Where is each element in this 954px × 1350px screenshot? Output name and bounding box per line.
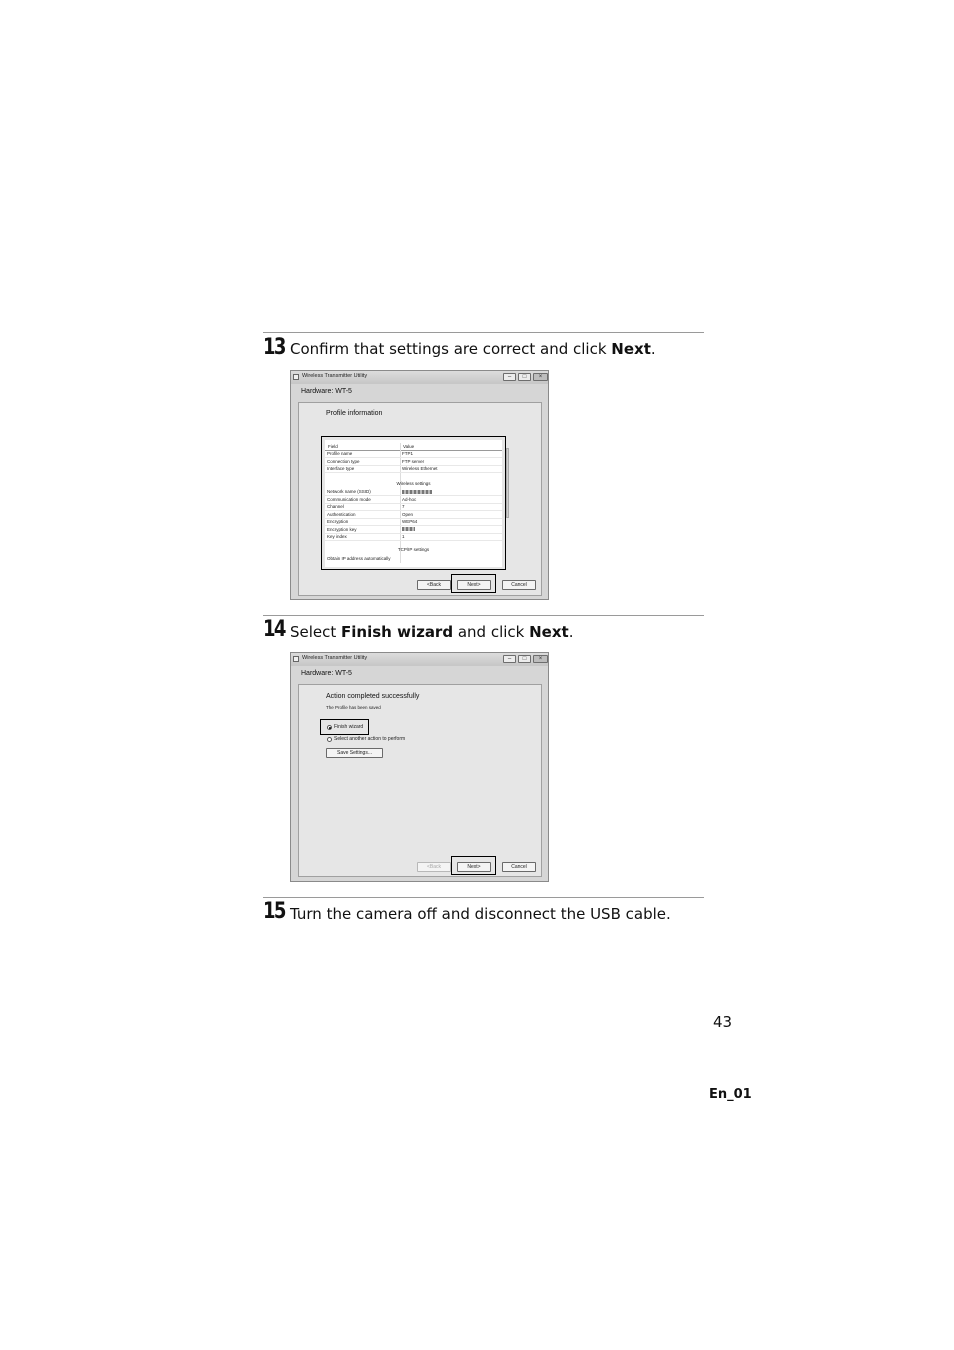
field-cell: Interface type — [327, 466, 355, 471]
field-cell: Network name (SSID) — [327, 489, 371, 494]
panel-title: Profile information — [326, 410, 383, 417]
cancel-button[interactable]: Cancel — [502, 580, 536, 590]
value-cell: FTP1 — [402, 451, 414, 456]
saved-message: The Profile has been saved — [326, 705, 381, 710]
step14-text-bold2: Next — [529, 623, 569, 641]
scroll-thumb[interactable] — [506, 448, 509, 518]
option-another-action[interactable]: Select another action to perform — [334, 736, 406, 742]
value-cell: 7 — [402, 504, 405, 509]
save-settings-button[interactable]: Save Settings... — [326, 748, 383, 758]
step14-text — [290, 623, 573, 641]
app-icon — [293, 656, 299, 662]
header-value: Value — [403, 444, 415, 449]
step14-number: 14 — [263, 617, 285, 642]
field-cell: Communication mode — [327, 496, 371, 502]
value-cell: Open — [402, 511, 414, 517]
app-icon — [293, 374, 299, 380]
step15-rule — [263, 897, 704, 898]
value-cell: 1 — [402, 534, 405, 539]
minimize-icon[interactable]: – — [503, 655, 516, 663]
action-completed-window — [290, 652, 549, 882]
step14-text-pre: Select — [290, 623, 342, 641]
field-cell: Key index — [327, 534, 347, 539]
next-highlight — [451, 574, 496, 593]
table-highlight — [321, 436, 506, 570]
field-cell: Encryption key — [327, 526, 357, 532]
window-title: Wireless Transmitter Utility — [302, 655, 368, 661]
step13-text — [290, 340, 656, 358]
value-cell: Wireless Ethernet — [402, 466, 438, 471]
field-cell: Channel — [327, 504, 344, 509]
wizard-panel — [298, 684, 542, 877]
field-cell: Connection type — [327, 458, 360, 464]
back-button[interactable]: <Back — [417, 580, 451, 590]
field-cell: Authentication — [327, 511, 356, 517]
next-button[interactable]: Next> — [457, 580, 491, 590]
window-titlebar — [291, 653, 548, 666]
step14-text-bold1: Finish wizard — [341, 623, 454, 641]
next-highlight — [451, 856, 496, 875]
panel-title: Action completed successfully — [326, 693, 420, 700]
footer-code: En_01 — [709, 1087, 752, 1102]
field-cell: Encryption — [327, 519, 349, 524]
field-cell: Obtain IP address automatically — [327, 555, 391, 561]
section-wireless: Wireless settings — [396, 481, 431, 486]
minimize-icon[interactable]: – — [503, 373, 516, 381]
next-button[interactable]: Next> — [457, 862, 491, 872]
maximize-icon[interactable]: □ — [518, 655, 531, 663]
value-cell: FTP server — [402, 458, 425, 464]
back-button[interactable]: <Back — [417, 862, 451, 872]
section-tcpip: TCP/IP settings — [397, 547, 430, 552]
cancel-button[interactable]: Cancel — [502, 862, 536, 872]
value-cell: WEP64 — [402, 519, 418, 524]
step15-text: Turn the camera off and disconnect the USB cable. — [290, 905, 671, 923]
field-cell: Profile name — [327, 451, 353, 456]
step14-text-mid: and click — [453, 623, 530, 641]
step13-text-bold: Next — [611, 340, 651, 358]
window-titlebar — [291, 371, 548, 384]
step13-number: 13 — [263, 335, 285, 360]
value-cell: Ad-hoc — [402, 496, 417, 502]
close-icon[interactable]: × — [533, 373, 548, 381]
hardware-label: Hardware: WT-5 — [301, 388, 352, 395]
step13-rule — [263, 332, 704, 333]
header-field: Field — [328, 444, 338, 449]
finish-wizard-highlight — [320, 719, 369, 735]
step13-text-pre: Confirm that settings are correct and click — [290, 340, 612, 358]
radio-unselected-icon[interactable] — [327, 737, 332, 742]
step14-rule — [263, 615, 704, 616]
option-finish-wizard[interactable]: Finish wizard — [334, 724, 364, 730]
close-icon[interactable]: × — [533, 655, 548, 663]
step13-text-post: . — [650, 340, 656, 358]
maximize-icon[interactable]: □ — [518, 373, 531, 381]
step14-text-post: . — [568, 623, 574, 641]
page-number: 43 — [713, 1013, 733, 1031]
step15-number: 15 — [263, 899, 285, 924]
hardware-label: Hardware: WT-5 — [301, 670, 352, 677]
window-title: Wireless Transmitter Utility — [302, 373, 368, 379]
